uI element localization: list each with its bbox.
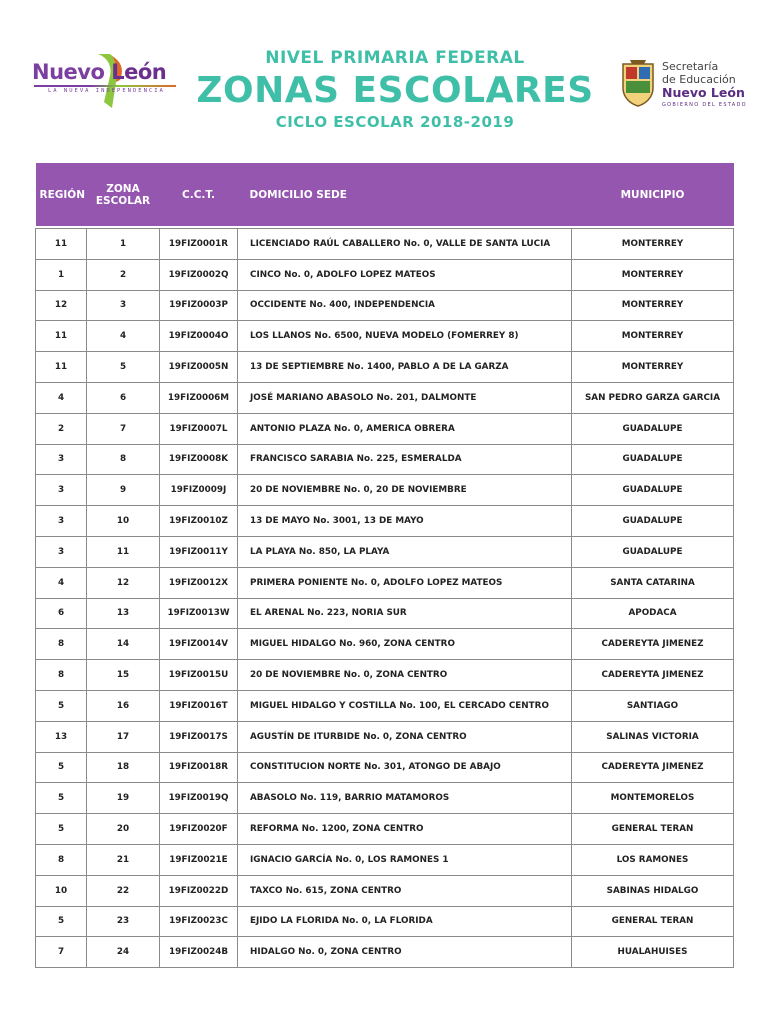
cell-domicilio: ANTONIO PLAZA No. 0, AMERICA OBRERA: [238, 413, 572, 444]
cell-zona: 21: [87, 844, 160, 875]
cell-zona: 15: [87, 660, 160, 691]
table-row: [36, 906, 734, 937]
cell-domicilio: LICENCIADO RAÚL CABALLERO No. 0, VALLE DE SANTA LUCIA: [238, 229, 572, 260]
header-municipio: MUNICIPIO: [572, 163, 734, 226]
secretaria-logo: [620, 56, 747, 112]
cell-zona: 7: [87, 413, 160, 444]
table-row: [36, 290, 734, 321]
cell-municipio: SANTA CATARINA: [572, 567, 734, 598]
table-row: [36, 506, 734, 537]
cell-municipio: GUADALUPE: [572, 475, 734, 506]
coat-of-arms-icon: [620, 58, 656, 108]
header-cct: C.C.T.: [160, 163, 238, 226]
cell-cct: 19FIZ0004O: [160, 321, 238, 352]
table-row: [36, 629, 734, 660]
cell-domicilio: FRANCISCO SARABIA No. 225, ESMERALDA: [238, 444, 572, 475]
cell-zona: 22: [87, 875, 160, 906]
cell-domicilio: CONSTITUCION NORTE No. 301, ATONGO DE ABAJO: [238, 752, 572, 783]
cell-zona: 23: [87, 906, 160, 937]
cell-cct: 19FIZ0003P: [160, 290, 238, 321]
cell-municipio: MONTERREY: [572, 321, 734, 352]
cell-zona: 4: [87, 321, 160, 352]
cell-zona: 16: [87, 690, 160, 721]
cell-cct: 19FIZ0013W: [160, 598, 238, 629]
header-region: REGIÓN: [36, 163, 87, 226]
cell-domicilio: 13 DE MAYO No. 3001, 13 DE MAYO: [238, 506, 572, 537]
cell-domicilio: JOSÉ MARIANO ABASOLO No. 201, DALMONTE: [238, 382, 572, 413]
cell-domicilio: MIGUEL HIDALGO No. 960, ZONA CENTRO: [238, 629, 572, 660]
cell-region: 8: [36, 629, 87, 660]
header-domicilio: DOMICILIO SEDE: [238, 163, 572, 226]
cell-domicilio: TAXCO No. 615, ZONA CENTRO: [238, 875, 572, 906]
cell-region: 3: [36, 536, 87, 567]
cell-cct: 19FIZ0007L: [160, 413, 238, 444]
cell-zona: 13: [87, 598, 160, 629]
cell-cct: 19FIZ0008K: [160, 444, 238, 475]
cell-zona: 24: [87, 937, 160, 968]
table-row: [36, 352, 734, 383]
table-row: [36, 444, 734, 475]
table-row: [36, 660, 734, 691]
table-body: [36, 226, 734, 968]
cell-zona: 8: [87, 444, 160, 475]
page-title: ZONAS ESCOLARES: [196, 70, 594, 111]
table-row: [36, 875, 734, 906]
cell-domicilio: HIDALGO No. 0, ZONA CENTRO: [238, 937, 572, 968]
cell-cct: 19FIZ0024B: [160, 937, 238, 968]
cell-cct: 19FIZ0017S: [160, 721, 238, 752]
table-row: [36, 229, 734, 260]
secretaria-text: Secretaría de Educación Nuevo León GOBIERNO DEL ESTADO: [662, 60, 747, 108]
cell-region: 2: [36, 413, 87, 444]
table-row: [36, 752, 734, 783]
cell-municipio: SANTIAGO: [572, 690, 734, 721]
logo-tagline: LA NUEVA INDEPENDENCIA: [48, 88, 165, 94]
cell-municipio: MONTERREY: [572, 259, 734, 290]
cell-cct: 19FIZ0020F: [160, 814, 238, 845]
cell-region: 5: [36, 814, 87, 845]
cell-cct: 19FIZ0023C: [160, 906, 238, 937]
cell-region: 1: [36, 259, 87, 290]
cell-region: 12: [36, 290, 87, 321]
cell-region: 11: [36, 352, 87, 383]
cell-cct: 19FIZ0011Y: [160, 536, 238, 567]
cell-cct: 19FIZ0016T: [160, 690, 238, 721]
cell-region: 5: [36, 752, 87, 783]
table-row: [36, 721, 734, 752]
cell-municipio: GENERAL TERAN: [572, 814, 734, 845]
cell-domicilio: 20 DE NOVIEMBRE No. 0, 20 DE NOVIEMBRE: [238, 475, 572, 506]
cell-region: 3: [36, 444, 87, 475]
cell-domicilio: EL ARENAL No. 223, NORIA SUR: [238, 598, 572, 629]
cell-municipio: GUADALUPE: [572, 413, 734, 444]
cell-domicilio: 20 DE NOVIEMBRE No. 0, ZONA CENTRO: [238, 660, 572, 691]
cell-region: 6: [36, 598, 87, 629]
cell-zona: 9: [87, 475, 160, 506]
zones-table-container: [35, 163, 733, 968]
cell-region: 4: [36, 382, 87, 413]
cell-municipio: GENERAL TERAN: [572, 906, 734, 937]
cell-zona: 5: [87, 352, 160, 383]
cell-region: 5: [36, 783, 87, 814]
cell-zona: 20: [87, 814, 160, 845]
cell-cct: 19FIZ0019Q: [160, 783, 238, 814]
cell-municipio: GUADALUPE: [572, 506, 734, 537]
cell-zona: 12: [87, 567, 160, 598]
cell-municipio: APODACA: [572, 598, 734, 629]
cell-municipio: MONTERREY: [572, 229, 734, 260]
table-row: [36, 475, 734, 506]
table-row: [36, 814, 734, 845]
table-row: [36, 783, 734, 814]
cell-region: 11: [36, 321, 87, 352]
cell-municipio: LOS RAMONES: [572, 844, 734, 875]
cell-domicilio: LOS LLANOS No. 6500, NUEVA MODELO (FOMERREY 8): [238, 321, 572, 352]
cell-cct: 19FIZ0010Z: [160, 506, 238, 537]
table-row: [36, 844, 734, 875]
table-row: [36, 413, 734, 444]
cell-municipio: GUADALUPE: [572, 536, 734, 567]
cell-zona: 3: [87, 290, 160, 321]
cell-cct: 19FIZ0006M: [160, 382, 238, 413]
cell-cct: 19FIZ0015U: [160, 660, 238, 691]
cell-cct: 19FIZ0021E: [160, 844, 238, 875]
cell-municipio: GUADALUPE: [572, 444, 734, 475]
cell-domicilio: AGUSTÍN DE ITURBIDE No. 0, ZONA CENTRO: [238, 721, 572, 752]
cell-municipio: SAN PEDRO GARZA GARCIA: [572, 382, 734, 413]
zones-table: [35, 163, 734, 968]
cell-cct: 19FIZ0012X: [160, 567, 238, 598]
cell-zona: 10: [87, 506, 160, 537]
cell-zona: 18: [87, 752, 160, 783]
cell-region: 10: [36, 875, 87, 906]
header-zona: ZONA ESCOLAR: [87, 163, 160, 226]
cell-zona: 11: [87, 536, 160, 567]
table-row: [36, 690, 734, 721]
cell-domicilio: CINCO No. 0, ADOLFO LOPEZ MATEOS: [238, 259, 572, 290]
nuevo-leon-logo: [32, 52, 182, 114]
table-row: [36, 937, 734, 968]
table-row: [36, 536, 734, 567]
table-row: [36, 598, 734, 629]
page-header: [0, 0, 768, 150]
cell-cct: 19FIZ0018R: [160, 752, 238, 783]
cell-zona: 14: [87, 629, 160, 660]
cell-cct: 19FIZ0002Q: [160, 259, 238, 290]
cell-cct: 19FIZ0022D: [160, 875, 238, 906]
cell-domicilio: LA PLAYA No. 850, LA PLAYA: [238, 536, 572, 567]
cell-cct: 19FIZ0009J: [160, 475, 238, 506]
table-header-row: [36, 163, 734, 226]
logo-brand-text: Nuevo León: [32, 60, 167, 84]
cell-domicilio: ABASOLO No. 119, BARRIO MATAMOROS: [238, 783, 572, 814]
table-row: [36, 321, 734, 352]
table-row: [36, 567, 734, 598]
cell-region: 11: [36, 229, 87, 260]
table-row: [36, 382, 734, 413]
cell-domicilio: IGNACIO GARCÍA No. 0, LOS RAMONES 1: [238, 844, 572, 875]
cell-municipio: CADEREYTA JIMENEZ: [572, 629, 734, 660]
cell-municipio: HUALAHUISES: [572, 937, 734, 968]
cell-zona: 6: [87, 382, 160, 413]
cell-zona: 17: [87, 721, 160, 752]
cell-region: 4: [36, 567, 87, 598]
cell-domicilio: EJIDO LA FLORIDA No. 0, LA FLORIDA: [238, 906, 572, 937]
cell-region: 5: [36, 690, 87, 721]
cell-municipio: CADEREYTA JIMENEZ: [572, 660, 734, 691]
cell-region: 3: [36, 506, 87, 537]
cell-cct: 19FIZ0001R: [160, 229, 238, 260]
cell-domicilio: MIGUEL HIDALGO Y COSTILLA No. 100, EL CERCADO CENTRO: [238, 690, 572, 721]
cell-region: 8: [36, 660, 87, 691]
cell-region: 8: [36, 844, 87, 875]
title-block: [180, 46, 610, 132]
title-cycle: CICLO ESCOLAR 2018-2019: [275, 113, 515, 131]
cell-municipio: SALINAS VICTORIA: [572, 721, 734, 752]
cell-region: 13: [36, 721, 87, 752]
cell-zona: 19: [87, 783, 160, 814]
cell-region: 5: [36, 906, 87, 937]
cell-municipio: SABINAS HIDALGO: [572, 875, 734, 906]
cell-domicilio: REFORMA No. 1200, ZONA CENTRO: [238, 814, 572, 845]
title-level: NIVEL PRIMARIA FEDERAL: [265, 48, 525, 68]
cell-municipio: MONTEMORELOS: [572, 783, 734, 814]
cell-municipio: CADEREYTA JIMENEZ: [572, 752, 734, 783]
cell-domicilio: OCCIDENTE No. 400, INDEPENDENCIA: [238, 290, 572, 321]
logo-underline: [34, 85, 176, 87]
cell-domicilio: PRIMERA PONIENTE No. 0, ADOLFO LOPEZ MATEOS: [238, 567, 572, 598]
cell-zona: 1: [87, 229, 160, 260]
cell-municipio: MONTERREY: [572, 290, 734, 321]
cell-domicilio: 13 DE SEPTIEMBRE No. 1400, PABLO A DE LA GARZA: [238, 352, 572, 383]
cell-cct: 19FIZ0005N: [160, 352, 238, 383]
cell-region: 7: [36, 937, 87, 968]
cell-cct: 19FIZ0014V: [160, 629, 238, 660]
cell-zona: 2: [87, 259, 160, 290]
cell-municipio: MONTERREY: [572, 352, 734, 383]
cell-region: 3: [36, 475, 87, 506]
table-row: [36, 259, 734, 290]
